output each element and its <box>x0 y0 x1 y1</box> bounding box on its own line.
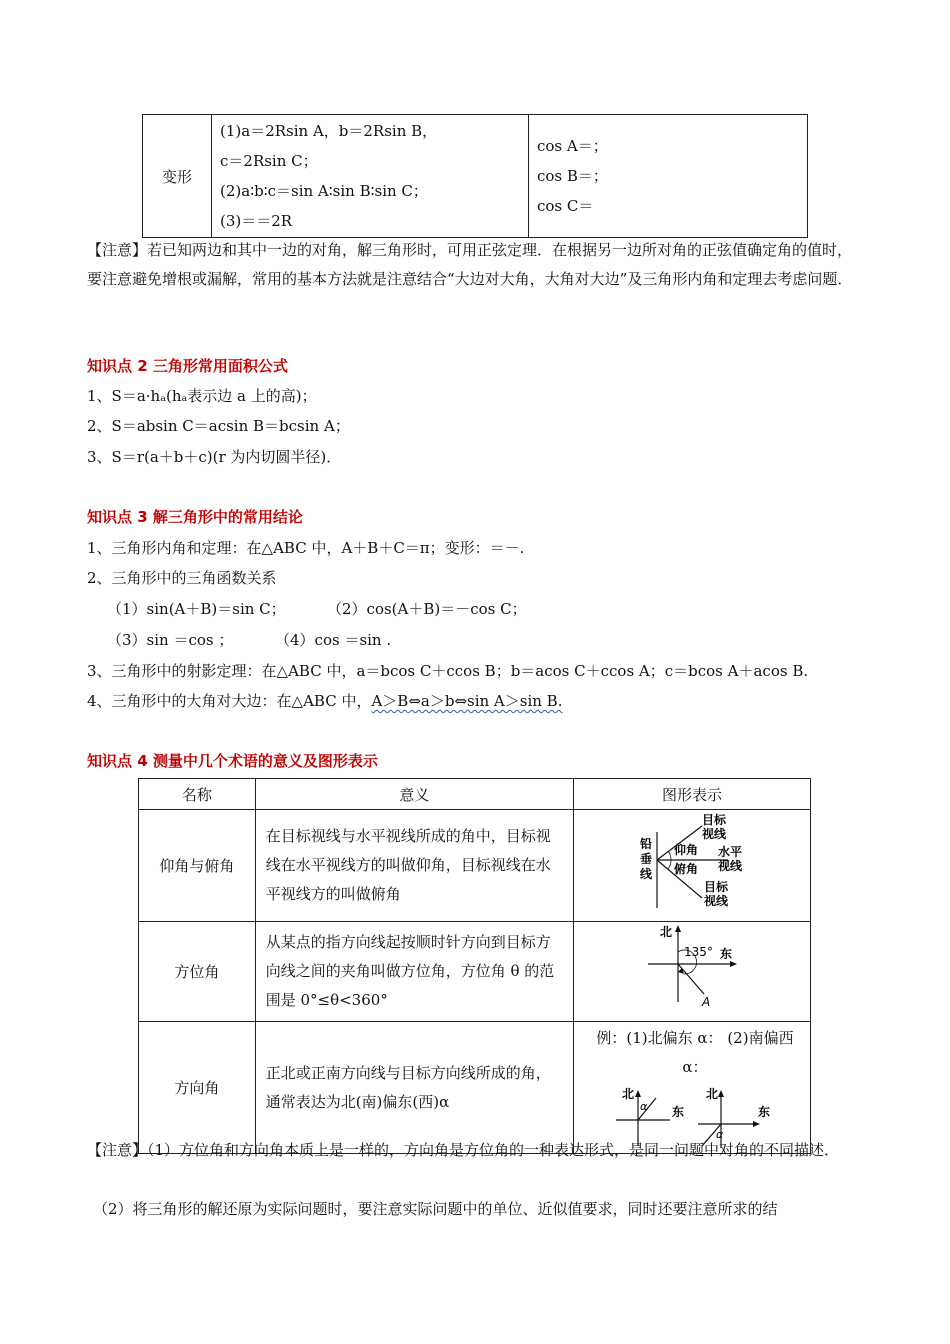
label-plumb: 铅 <box>639 837 652 851</box>
header-figure: 图形表示 <box>573 779 810 810</box>
label-north: 北 <box>705 1087 718 1101</box>
header-meaning: 意义 <box>255 779 573 810</box>
azimuth-figure-cell <box>573 922 810 1022</box>
formula-line: (3)＝＝2R <box>220 212 293 230</box>
label-alpha: α <box>715 1128 724 1141</box>
label-angle: 135° <box>683 945 713 959</box>
cosine-formulas <box>529 115 808 238</box>
conclusion-item: 2、三角形中的三角函数关系 <box>87 569 277 587</box>
sub-item: （1）sin(A＋B)＝sin C； <box>107 600 286 618</box>
label-east: 东 <box>757 1105 770 1119</box>
formula-line: (1)a＝2Rsin A，b＝2Rsin B， <box>220 122 438 140</box>
formula-line: cos C＝ <box>537 197 594 215</box>
direction-figure-cell <box>573 1022 810 1154</box>
label-north: 北 <box>621 1087 634 1101</box>
label-sightline: 视线 <box>703 894 728 908</box>
item-prefix: 4、三角形中的大角对大边：在△ABC 中， <box>87 692 372 710</box>
conclusion-item: 1、三角形内角和定理：在△ABC 中，A＋B＋C＝π；变形：＝－. <box>87 539 525 557</box>
note-paragraph: 【注意】（1）方位角和方向角本质上是一样的，方向角是方位角的一种表达形式，是同一问题中对角的不同描述． <box>87 1141 840 1159</box>
section-heading: 知识点 3 解三角形中的常用结论 <box>87 508 303 526</box>
label-sightline: 视线 <box>701 827 726 841</box>
sub-item: （2）cos(A＋B)＝－cos C； <box>327 600 527 618</box>
key-statement: A＞B⇔a＞b⇔sin A＞sin B. <box>371 692 563 710</box>
term-name: 方向角 <box>139 1022 256 1154</box>
label-target: 目标 <box>701 813 726 827</box>
azimuth-diagram <box>574 922 810 1012</box>
row-label: 变形 <box>143 115 212 238</box>
formula-line: cos B＝； <box>537 167 608 185</box>
formula-line: c＝2Rsin C； <box>220 152 318 170</box>
formula-table <box>142 114 808 238</box>
conclusion-item <box>87 691 562 711</box>
label-east: 东 <box>719 947 732 961</box>
label-elevation: 仰角 <box>673 843 698 857</box>
conclusion-item: 3、三角形中的射影定理：在△ABC 中，a＝bcos C＋ccos B；b＝acos C＋ccos A；c＝bcos A＋acos B. <box>87 662 809 680</box>
term-meaning: 正北或正南方向线与目标方向线所成的角，通常表达为北(南)偏东(西)α <box>255 1022 573 1154</box>
term-name: 方位角 <box>139 922 256 1022</box>
label-plumb: 线 <box>639 867 652 881</box>
elevation-figure-cell <box>573 810 810 922</box>
formula-item: 1、S＝a·hₐ(hₐ表示边 a 上的高)； <box>87 387 317 405</box>
note-paragraph: （2）将三角形的解还原为实际问题时，要注意实际问题中的单位、近似值要求，同时还要注意所求的结 <box>93 1200 778 1218</box>
note-paragraph: 【注意】若已知两边和其中一边的对角，解三角形时，可用正弦定理．在根据另一边所对角的正弦值确定角的值时，要注意避免增根或漏解，常用的基本方法就是注意结合“大边对大角，大角对大边”及三角形内角和定理去考虑问题． <box>87 241 853 288</box>
header-name: 名称 <box>139 779 256 810</box>
section-heading: 知识点 2 三角形常用面积公式 <box>87 357 288 375</box>
label-alpha: α <box>639 1100 648 1113</box>
formula-line: (2)a∶b∶c＝sin A∶sin B∶sin C； <box>220 182 428 200</box>
formula-item: 3、S＝r(a＋b＋c)(r 为内切圆半径)． <box>87 448 342 466</box>
label-depression: 俯角 <box>673 862 698 876</box>
label-horizontal: 水平 <box>717 845 742 859</box>
sub-item: （4）cos ＝sin . <box>275 631 392 649</box>
elevation-depression-diagram <box>574 810 810 917</box>
label-east: 东 <box>671 1105 684 1119</box>
transform-formulas <box>212 115 529 238</box>
label-north: 北 <box>659 925 672 939</box>
terms-table <box>138 778 811 1154</box>
label-sightline: 视线 <box>717 859 742 873</box>
term-meaning: 从某点的指方向线起按顺时针方向到目标方向线之间的夹角叫做方位角，方位角 θ 的范围是 0°≤θ<360° <box>255 922 573 1022</box>
label-plumb: 垂 <box>639 852 652 866</box>
label-point: A <box>701 995 711 1009</box>
term-name: 仰角与俯角 <box>139 810 256 922</box>
term-meaning: 在目标视线与水平视线所成的角中，目标视线在水平视线方的叫做仰角，目标视线在水平视线方的叫做俯角 <box>255 810 573 922</box>
formula-line: cos A＝； <box>537 137 608 155</box>
section-heading: 知识点 4 测量中几个术语的意义及图形表示 <box>87 752 378 770</box>
example-text: 例：(1)北偏东 α： (2)南偏西 α： <box>596 1029 794 1076</box>
label-target: 目标 <box>703 880 728 894</box>
formula-item: 2、S＝absin C＝acsin B＝bcsin A； <box>87 417 350 435</box>
sub-item: （3）sin ＝cos ； <box>107 631 234 649</box>
